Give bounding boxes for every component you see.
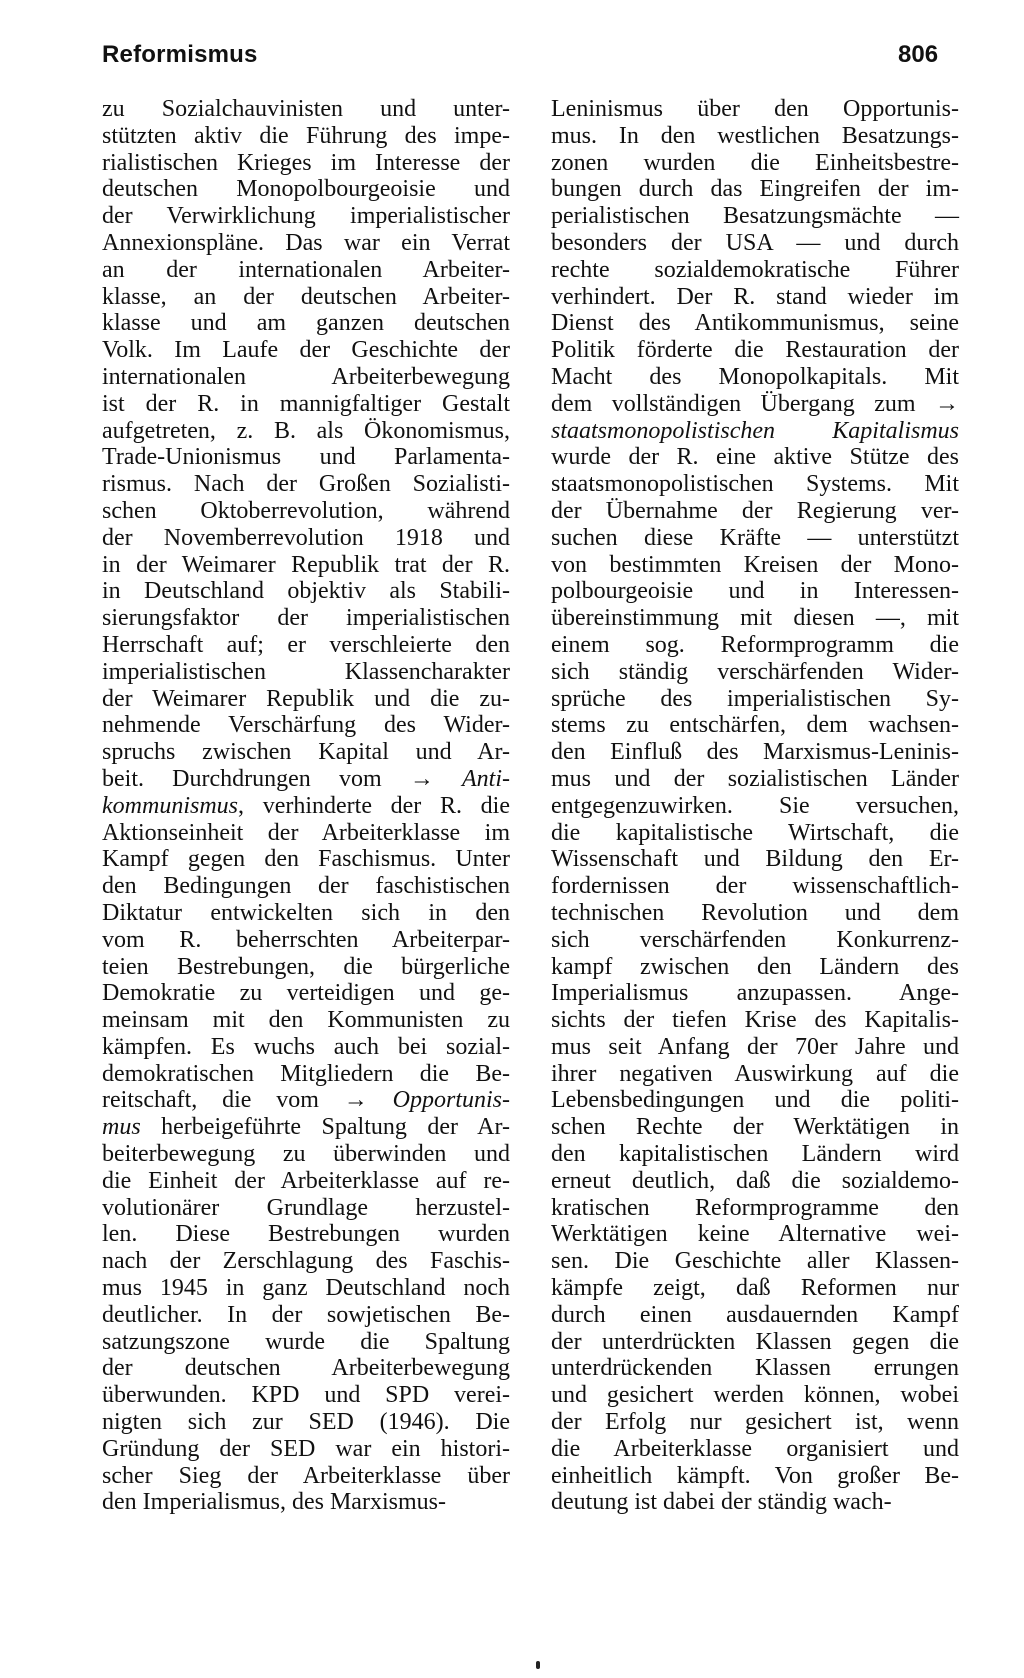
text-segment: kratischen Reformprogramme den — [551, 1194, 959, 1221]
text-segment: sich ständig verschärfenden Wider- — [551, 658, 959, 685]
text-line — [551, 203, 959, 230]
text-line — [102, 1087, 510, 1114]
text-line — [102, 203, 510, 230]
text-segment: demokratischen Mitgliedern die Be- — [102, 1060, 510, 1087]
text-segment: imperialistischen Klassencharakter — [102, 658, 510, 685]
text-line — [102, 123, 510, 150]
text-segment: der Erfolg nur gesichert ist, wenn — [551, 1409, 959, 1436]
text-segment: rechte sozialdemokratische Führer — [551, 256, 959, 283]
text-line — [102, 1329, 510, 1356]
text-line — [551, 766, 959, 793]
text-line — [102, 820, 510, 847]
text-line — [551, 1168, 959, 1195]
text-line — [551, 150, 959, 177]
text-segment: Diktatur entwickelten sich in den — [102, 899, 510, 926]
text-segment: deutschen Monopolbourgeoisie und — [102, 176, 510, 203]
text-line — [551, 712, 959, 739]
text-line — [102, 364, 510, 391]
text-line — [102, 471, 510, 498]
text-segment: Dienst des Antikommunismus, seine — [551, 310, 959, 337]
text-line — [551, 96, 959, 123]
text-segment: sichts der tiefen Krise des Kapitalis- — [551, 1007, 959, 1034]
text-segment: sich verschärfenden Konkurrenz- — [551, 926, 959, 953]
text-line — [102, 927, 510, 954]
text-line — [551, 471, 959, 498]
text-segment: der Novemberrevolution 1918 und — [102, 524, 510, 551]
text-line — [551, 1061, 959, 1088]
text-line — [102, 525, 510, 552]
text-segment: Lebensbedingungen und die politi- — [551, 1087, 959, 1114]
text-line — [102, 1061, 510, 1088]
text-segment: den Einfluß des Marxismus-Leninis- — [551, 739, 959, 766]
cross-reference-term: Anti- — [462, 765, 510, 792]
text-segment: internationalen Arbeiterbewegung — [102, 363, 510, 390]
text-line — [102, 1489, 510, 1516]
cross-reference-term: kommunismus — [102, 792, 238, 819]
text-segment: schen Rechte der Werktätigen in — [551, 1114, 959, 1141]
text-segment: beit. Durchdrungen vom → — [102, 765, 462, 792]
text-segment: in Deutschland objektiv als Stabili- — [102, 578, 510, 605]
text-line — [551, 739, 959, 766]
text-segment: ist der R. in mannigfaltiger Gestalt — [102, 390, 510, 417]
text-line — [102, 1221, 510, 1248]
text-line — [102, 1114, 510, 1141]
text-line — [551, 525, 959, 552]
text-segment: deutlicher. In der sowjetischen Be- — [102, 1301, 510, 1328]
text-line — [102, 444, 510, 471]
text-segment: reitschaft, die vom → — [102, 1087, 393, 1114]
text-segment: der Weimarer Republik und die zu- — [102, 685, 510, 712]
text-segment: den Imperialismus, des Marxismus- — [102, 1489, 446, 1516]
text-line — [102, 980, 510, 1007]
text-line — [102, 873, 510, 900]
text-segment: einem sog. Reformprogramm die — [551, 631, 959, 658]
text-line — [551, 498, 959, 525]
text-segment: ihrer negativen Auswirkung auf die — [551, 1060, 959, 1087]
text-line — [102, 337, 510, 364]
text-line — [551, 1355, 959, 1382]
text-line — [102, 176, 510, 203]
text-line — [551, 444, 959, 471]
text-line — [551, 1195, 959, 1222]
cross-reference-term: Opportunis- — [392, 1087, 510, 1114]
text-line — [551, 257, 959, 284]
text-segment: volutionärer Grundlage herzustel- — [102, 1194, 510, 1221]
text-line — [102, 1007, 510, 1034]
text-line — [551, 1302, 959, 1329]
text-line — [102, 1436, 510, 1463]
text-line — [102, 391, 510, 418]
text-line — [102, 793, 510, 820]
text-line — [102, 846, 510, 873]
text-segment: der unterdrückten Klassen gegen die — [551, 1328, 959, 1355]
left-text-column — [102, 96, 510, 1516]
text-segment: wurde der R. eine aktive Stütze des — [551, 444, 959, 471]
text-segment: Wissenschaft und Bildung den Er- — [551, 846, 959, 873]
text-line — [102, 605, 510, 632]
text-segment: erneut deutlich, daß die sozialdemo- — [551, 1167, 959, 1194]
text-segment: überwunden. KPD und SPD verei- — [102, 1382, 510, 1409]
text-line — [102, 659, 510, 686]
text-segment: von bestimmten Kreisen der Mono- — [551, 551, 959, 578]
text-line — [102, 686, 510, 713]
text-segment: der deutschen Arbeiterbewegung — [102, 1355, 510, 1382]
text-line — [102, 498, 510, 525]
text-segment: schen Oktoberrevolution, während — [102, 497, 510, 524]
text-line — [551, 1034, 959, 1061]
text-line — [551, 1489, 959, 1516]
text-segment: klasse und am ganzen deutschen — [102, 310, 510, 337]
text-segment: kämpfe zeigt, daß Reformen nur — [551, 1275, 959, 1302]
text-segment: den kapitalistischen Ländern wird — [551, 1141, 959, 1168]
text-segment: satzungszone wurde die Spaltung — [102, 1328, 510, 1355]
text-segment: die Einheit der Arbeiterklasse auf re- — [102, 1167, 510, 1194]
text-segment: nehmende Verschärfung des Wider- — [102, 712, 510, 739]
text-line — [551, 927, 959, 954]
text-line — [551, 820, 959, 847]
text-line — [551, 391, 959, 418]
text-segment: Politik förderte die Restauration der — [551, 337, 959, 364]
text-segment: bungen durch das Eingreifen der im- — [551, 176, 959, 203]
text-line — [551, 1329, 959, 1356]
text-segment: perialistischen Besatzungsmächte — — [551, 203, 959, 230]
text-segment: aufgetreten, z. B. als Ökonomismus, — [102, 417, 510, 444]
text-line — [102, 712, 510, 739]
text-segment: meinsam mit den Kommunisten zu — [102, 1007, 510, 1034]
text-line — [551, 418, 959, 445]
text-segment: scher Sieg der Arbeiterklasse über — [102, 1462, 510, 1489]
text-segment: mus 1945 in ganz Deutschland noch — [102, 1275, 510, 1302]
text-segment: len. Diese Bestrebungen wurden — [102, 1221, 510, 1248]
text-line — [102, 1409, 510, 1436]
text-line — [102, 1302, 510, 1329]
text-segment: den Bedingungen der faschistischen — [102, 873, 510, 900]
text-line — [102, 739, 510, 766]
text-segment: Leninismus über den Opportunis- — [551, 96, 959, 122]
text-line — [551, 846, 959, 873]
text-segment: dem vollständigen Übergang zum → — [551, 390, 959, 417]
text-line — [551, 1436, 959, 1463]
text-line — [102, 1168, 510, 1195]
text-segment: Gründung der SED war ein histori- — [102, 1435, 510, 1462]
text-segment: rismus. Nach der Großen Sozialisti- — [102, 471, 510, 498]
text-segment: durch einen ausdauernden Kampf — [551, 1301, 959, 1328]
text-line — [102, 230, 510, 257]
text-segment: Herrschaft auf; er verschleierte den — [102, 631, 510, 658]
text-line — [102, 310, 510, 337]
text-segment: kämpfen. Es wuchs auch bei sozial- — [102, 1033, 510, 1060]
text-segment: mus und der sozialistischen Länder — [551, 765, 959, 792]
text-line — [102, 1275, 510, 1302]
text-segment: Volk. Im Laufe der Geschichte der — [102, 337, 510, 364]
text-segment: polbourgeoisie und in Interessen- — [551, 578, 959, 605]
text-segment: einheitlich kämpft. Von großer Be- — [551, 1462, 959, 1489]
text-line — [102, 954, 510, 981]
text-line — [102, 1248, 510, 1275]
text-segment: zu Sozialchauvinisten und unter- — [102, 96, 510, 122]
text-segment: suchen diese Kräfte — unterstützt — [551, 524, 959, 551]
text-segment: klasse, an der deutschen Arbeiter- — [102, 283, 510, 310]
text-line — [551, 1114, 959, 1141]
text-segment: stützten aktiv die Führung des impe- — [102, 122, 510, 149]
text-segment: sprüche des imperialistischen Sy- — [551, 685, 959, 712]
text-line — [551, 176, 959, 203]
text-segment: , verhinderte der R. die — [238, 792, 510, 819]
text-line — [551, 1007, 959, 1034]
text-segment: sen. Die Geschichte aller Klassen- — [551, 1248, 959, 1275]
text-line — [551, 686, 959, 713]
text-segment: stems zu entschärfen, dem wachsen- — [551, 712, 959, 739]
text-segment: in der Weimarer Republik trat der R. — [102, 551, 510, 578]
text-segment: die Arbeiterklasse organisiert und — [551, 1435, 959, 1462]
text-line — [102, 552, 510, 579]
page-mark — [536, 1661, 540, 1669]
text-segment: Kampf gegen den Faschismus. Unter — [102, 846, 510, 873]
text-line — [102, 257, 510, 284]
text-segment: der Verwirklichung imperialistischer — [102, 203, 510, 230]
text-line — [102, 1034, 510, 1061]
text-line — [102, 632, 510, 659]
text-segment: der Übernahme der Regierung ver- — [551, 497, 959, 524]
text-segment: Aktionseinheit der Arbeiterklasse im — [102, 819, 510, 846]
text-line — [551, 605, 959, 632]
text-line — [102, 284, 510, 311]
text-line — [551, 873, 959, 900]
text-segment: Demokratie zu verteidigen und ge- — [102, 980, 510, 1007]
text-line — [102, 1382, 510, 1409]
text-line — [551, 980, 959, 1007]
text-segment: spruchs zwischen Kapital und Ar- — [102, 739, 510, 766]
text-line — [102, 418, 510, 445]
right-text-column — [551, 96, 959, 1516]
text-segment: nigten sich zur SED (1946). Die — [102, 1409, 510, 1436]
text-segment: Annexionspläne. Das war ein Verrat — [102, 229, 510, 256]
text-line — [551, 900, 959, 927]
text-segment: rialistischen Krieges im Interesse der — [102, 149, 510, 176]
text-line — [551, 230, 959, 257]
text-segment: besonders der USA — und durch — [551, 229, 959, 256]
text-line — [551, 1463, 959, 1490]
running-head-title: Reformismus — [102, 41, 258, 68]
text-line — [551, 1248, 959, 1275]
text-line — [102, 900, 510, 927]
text-line — [551, 123, 959, 150]
text-segment: Trade-Unionismus und Parlamenta- — [102, 444, 510, 471]
text-line — [102, 1195, 510, 1222]
text-segment: zonen wurden die Einheitsbestre- — [551, 149, 959, 176]
text-line — [551, 1382, 959, 1409]
text-segment: nach der Zerschlagung des Faschis- — [102, 1248, 510, 1275]
text-segment: Werktätigen keine Alternative wei- — [551, 1221, 959, 1248]
text-line — [551, 1221, 959, 1248]
text-line — [551, 632, 959, 659]
text-line — [102, 1141, 510, 1168]
text-segment: vom R. beherrschten Arbeiterpar- — [102, 926, 510, 953]
text-segment: fordernissen der wissenschaftlich- — [551, 873, 959, 900]
text-line — [102, 150, 510, 177]
text-segment: an der internationalen Arbeiter- — [102, 256, 510, 283]
text-segment: mus seit Anfang der 70er Jahre und — [551, 1033, 959, 1060]
text-segment: technischen Revolution und dem — [551, 899, 959, 926]
text-line — [551, 364, 959, 391]
text-segment: die kapitalistische Wirtschaft, die — [551, 819, 959, 846]
text-segment: Imperialismus anzupassen. Ange- — [551, 980, 959, 1007]
text-line — [551, 284, 959, 311]
text-segment: teien Bestrebungen, die bürgerliche — [102, 953, 510, 980]
text-line — [551, 552, 959, 579]
text-line — [551, 1087, 959, 1114]
cross-reference-term: staatsmonopolistischen Kapitalismus — [551, 417, 959, 444]
text-segment: mus. In den westlichen Besatzungs- — [551, 122, 959, 149]
text-line — [551, 337, 959, 364]
text-line — [551, 954, 959, 981]
text-segment: herbeigeführte Spaltung der Ar- — [140, 1114, 510, 1141]
text-line — [102, 766, 510, 793]
text-line — [102, 1355, 510, 1382]
text-segment: deutung ist dabei der ständig wach- — [551, 1489, 892, 1516]
text-segment: sierungsfaktor der imperialistischen — [102, 605, 510, 632]
text-line — [102, 1463, 510, 1490]
text-line — [551, 310, 959, 337]
cross-reference-term: mus — [102, 1114, 141, 1141]
text-line — [551, 1409, 959, 1436]
text-line — [551, 659, 959, 686]
text-line — [551, 793, 959, 820]
text-segment: staatsmonopolistischen Systems. Mit — [551, 471, 959, 498]
text-segment: und gesichert werden können, wobei — [551, 1382, 959, 1409]
text-line — [551, 1141, 959, 1168]
text-segment: entgegenzuwirken. Sie versuchen, — [551, 792, 959, 819]
text-segment: beiterbewegung zu überwinden und — [102, 1141, 510, 1168]
text-line — [102, 96, 510, 123]
text-segment: unterdrückenden Klassen errungen — [551, 1355, 959, 1382]
text-segment: verhindert. Der R. stand wieder im — [551, 283, 959, 310]
text-segment: Macht des Monopolkapitals. Mit — [551, 363, 959, 390]
text-line — [551, 1275, 959, 1302]
text-segment: übereinstimmung mit diesen —, mit — [551, 605, 959, 632]
text-line — [551, 578, 959, 605]
text-segment: kampf zwischen den Ländern des — [551, 953, 959, 980]
page-number: 806 — [898, 41, 939, 68]
text-line — [102, 578, 510, 605]
